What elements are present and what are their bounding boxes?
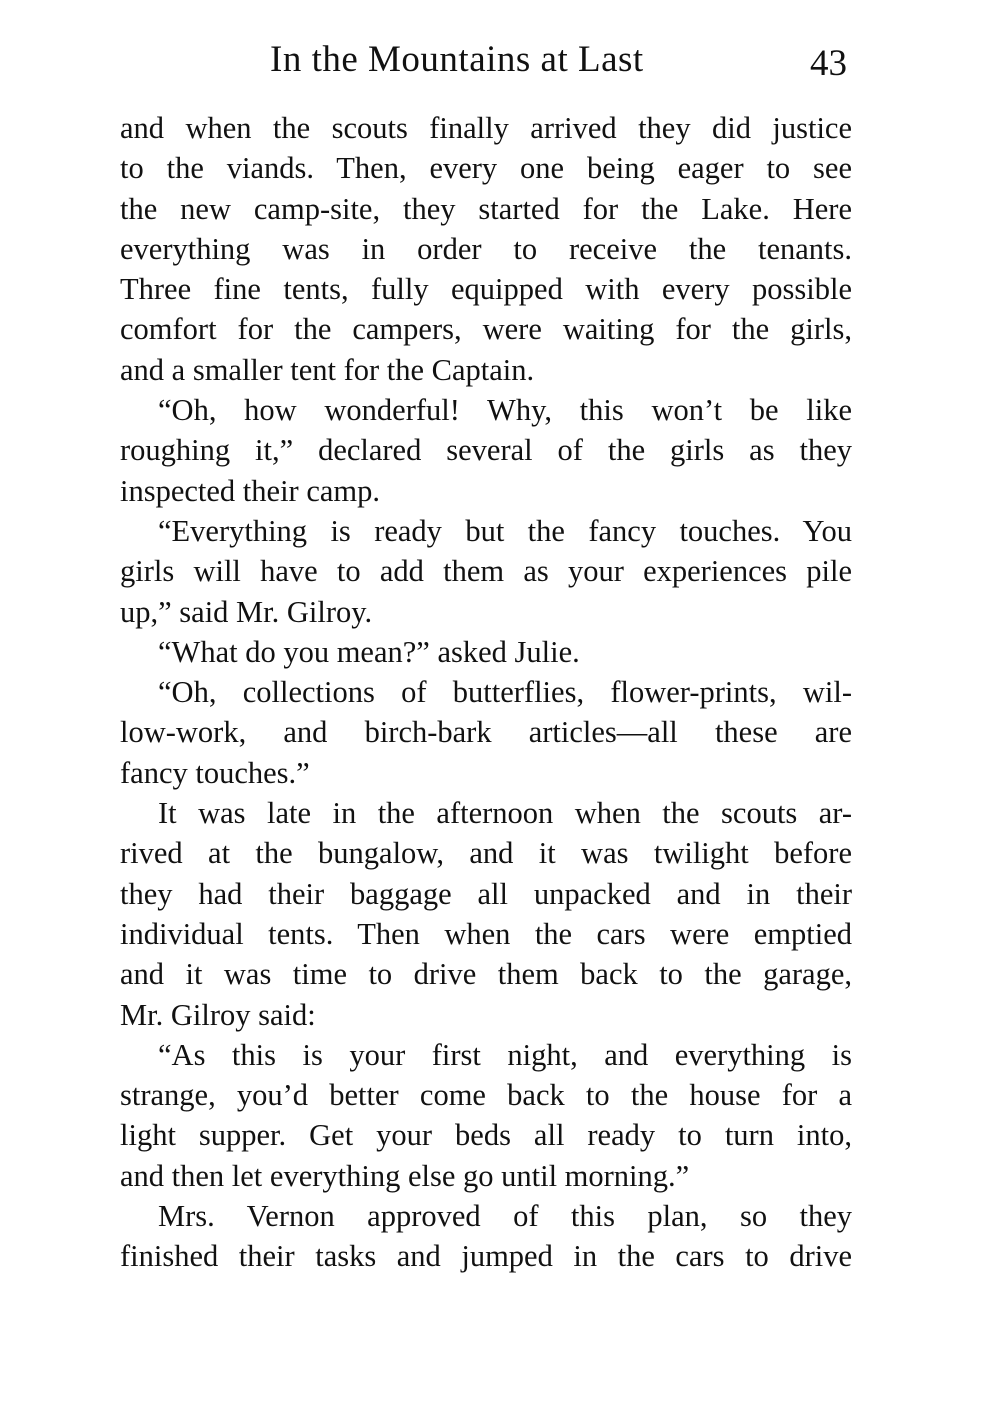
text-line: “What do you mean?” asked Julie. bbox=[158, 634, 580, 669]
text-line: and a smaller tent for the Captain. bbox=[120, 352, 535, 387]
text-line: “Oh, how wonderful! Why, this won’t be like bbox=[158, 393, 852, 428]
text-line: strange, you’d better come back to the house for a bbox=[120, 1078, 852, 1113]
text-line: Mrs. Vernon approved of this plan, so they bbox=[158, 1199, 852, 1234]
text-line: everything was in order to receive the tenants. bbox=[120, 231, 852, 266]
text-line: the new camp-site, they started for the Lake. Here bbox=[120, 191, 852, 226]
text-line: fancy touches.” bbox=[120, 755, 310, 790]
text-line: “As this is your first night, and everything is bbox=[158, 1037, 852, 1072]
text-line: It was late in the afternoon when the scouts ar- bbox=[158, 796, 852, 831]
text-line: and it was time to drive them back to the garage, bbox=[120, 957, 852, 992]
body-text bbox=[120, 108, 852, 1277]
text-line: finished their tasks and jumped in the cars to drive bbox=[120, 1239, 852, 1274]
text-line: and then let everything else go until morning.” bbox=[120, 1158, 690, 1193]
text-line: light supper. Get your beds all ready to turn into, bbox=[120, 1118, 852, 1153]
text-line: Mr. Gilroy said: bbox=[120, 997, 316, 1032]
text-line: and when the scouts finally arrived they did justice bbox=[120, 111, 852, 145]
page-number: 43 bbox=[810, 43, 847, 84]
text-line: to the viands. Then, every one being eager to see bbox=[120, 151, 852, 186]
text-line: Three fine tents, fully equipped with every possible bbox=[120, 272, 852, 307]
text-line: roughing it,” declared several of the girls as they bbox=[120, 433, 852, 468]
text-line: low-work, and birch-bark articles—all these are bbox=[120, 715, 852, 750]
text-line: up,” said Mr. Gilroy. bbox=[120, 594, 373, 629]
text-line: comfort for the campers, were waiting for the girls, bbox=[120, 312, 852, 347]
running-title: In the Mountains at Last bbox=[270, 39, 644, 80]
text-line: “Oh, collections of butterflies, flower-prints, wil- bbox=[158, 675, 852, 710]
text-line: rived at the bungalow, and it was twilight before bbox=[120, 836, 852, 871]
text-line: girls will have to add them as your experiences pile bbox=[120, 554, 852, 589]
text-line: individual tents. Then when the cars were emptied bbox=[120, 916, 852, 951]
text-line: “Everything is ready but the fancy touches. You bbox=[158, 513, 852, 548]
text-line: inspected their camp. bbox=[120, 473, 380, 508]
text-line: they had their baggage all unpacked and in their bbox=[120, 876, 852, 911]
page-header bbox=[120, 38, 855, 88]
